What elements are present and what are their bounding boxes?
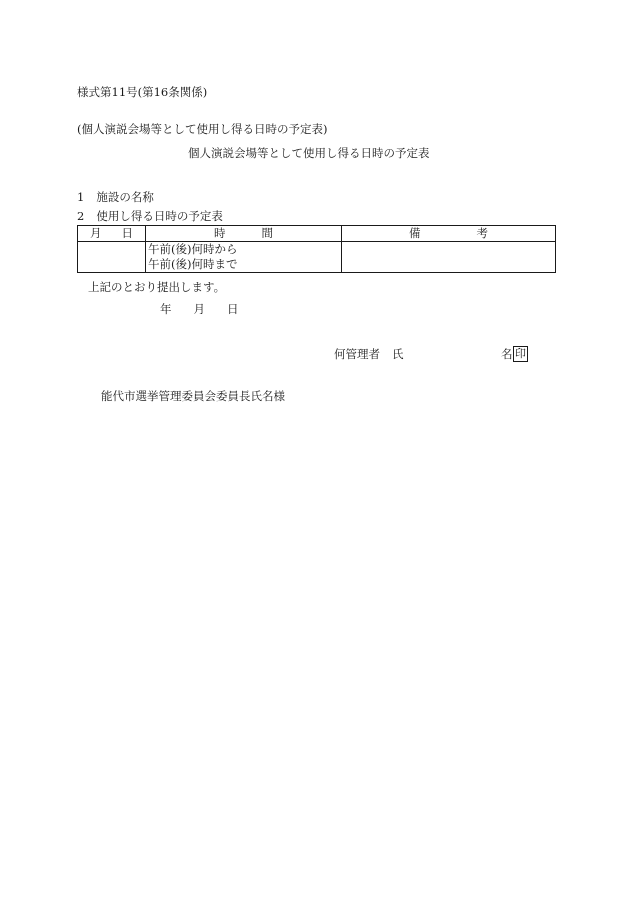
header-note xyxy=(342,226,556,242)
header-date xyxy=(78,226,146,242)
header-day: 日 xyxy=(121,226,133,240)
main-title: 個人演説会場等として使用し得る日時の予定表 xyxy=(188,146,430,160)
date-year: 年 xyxy=(160,302,172,316)
header-month: 月 xyxy=(90,226,102,240)
cell-note xyxy=(342,242,556,273)
name-label: 名 xyxy=(501,347,513,361)
item-number: 1 xyxy=(77,190,85,204)
header-time xyxy=(146,226,342,242)
date-day: 日 xyxy=(227,302,239,316)
submit-text: 上記のとおり提出します。 xyxy=(88,280,226,294)
cell-time xyxy=(146,242,342,273)
table-row xyxy=(78,242,556,273)
item-label: 使用し得る日時の予定表 xyxy=(96,209,223,223)
manager-label: 何管理者 xyxy=(334,347,380,361)
header-note-char-2: 考 xyxy=(476,226,488,240)
item-label: 施設の名称 xyxy=(96,190,154,204)
item-schedule xyxy=(77,209,223,223)
seal-box: 印 xyxy=(515,347,526,360)
manager-title: 氏 xyxy=(392,347,404,361)
date-month: 月 xyxy=(193,302,205,316)
cell-date xyxy=(78,242,146,273)
schedule-table xyxy=(77,225,556,273)
parenthetical-title: (個人演説会場等として使用し得る日時の予定表) xyxy=(77,122,328,136)
date-line xyxy=(160,302,239,316)
form-number: 様式第11号(第16条関係) xyxy=(77,85,208,99)
time-from: 午前(後)何時から xyxy=(148,242,238,256)
time-to: 午前(後)何時まで xyxy=(148,257,238,271)
table-header-row xyxy=(78,226,556,242)
header-time-char-2: 間 xyxy=(261,226,273,240)
addressee: 能代市選挙管理委員会委員長氏名様 xyxy=(101,389,285,403)
header-note-char-1: 備 xyxy=(409,226,421,240)
item-number: 2 xyxy=(77,209,85,223)
item-facility-name xyxy=(77,190,154,204)
header-time-char-1: 時 xyxy=(214,226,226,240)
